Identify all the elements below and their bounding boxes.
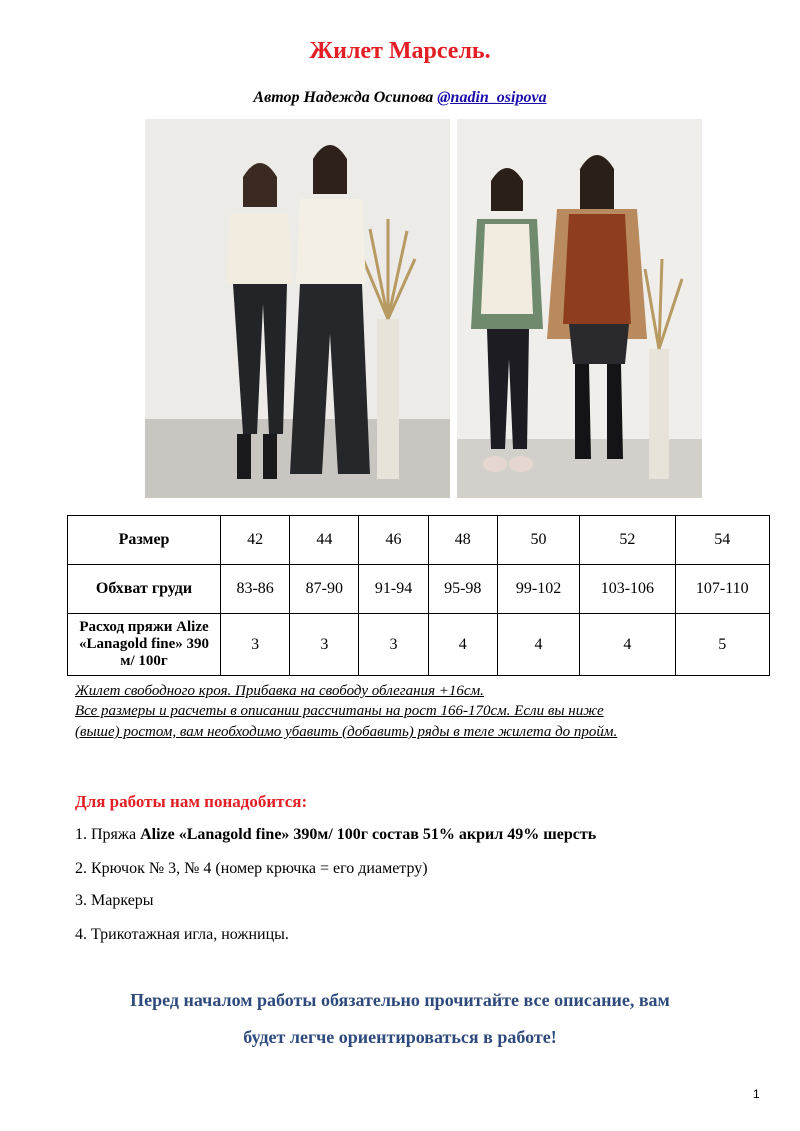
size-cell: 42 (221, 516, 290, 565)
row-header-chest: Обхват груди (68, 565, 221, 614)
yarn-cell: 4 (580, 614, 675, 676)
yarn-cell: 4 (497, 614, 579, 676)
chest-cell: 103-106 (580, 565, 675, 614)
yarn-cell: 3 (221, 614, 290, 676)
yarn-cell: 3 (290, 614, 359, 676)
materials-item-hook: 2. Крючок № 3, № 4 (номер крючка = его диаметру) (75, 860, 428, 877)
row-header-yarn: Расход пряжи Alize «Lanagold fine» 390 м/ 100г (68, 614, 221, 676)
chest-cell: 99-102 (497, 565, 579, 614)
page-number: 1 (753, 1087, 760, 1101)
warning-line2: будет легче ориентироваться в работе! (243, 1027, 557, 1047)
document-title: Жилет Марсель. (309, 38, 491, 64)
yarn-cell: 4 (428, 614, 497, 676)
height-note-line2: (выше) ростом, вам необходимо убавить (добавить) ряды в теле жилета до пройм. (75, 724, 618, 740)
photo-two-models-cream-vests (145, 119, 450, 498)
size-cell: 44 (290, 516, 359, 565)
chest-cell: 107-110 (675, 565, 769, 614)
size-table (67, 515, 770, 676)
size-cell: 48 (428, 516, 497, 565)
materials-item-yarn (75, 826, 596, 844)
photo-two-models-green-brown-shirts (457, 119, 702, 498)
size-cell: 46 (359, 516, 428, 565)
size-cell: 52 (580, 516, 675, 565)
table-row-yarn (68, 614, 770, 676)
materials-item-needle: 4. Трикотажная игла, ножницы. (75, 926, 289, 943)
table-row-chest (68, 565, 770, 614)
yarn-cell: 3 (359, 614, 428, 676)
author-name: Автор Надежда Осипова (253, 89, 438, 106)
size-cell: 50 (497, 516, 579, 565)
materials-item-yarn-prefix: 1. Пряжа (75, 826, 141, 843)
chest-cell: 95-98 (428, 565, 497, 614)
row-header-size: Размер (68, 516, 221, 565)
materials-item-yarn-bold: Alize «Lanagold fine» 390м/ 100г состав 51% акрил 49% шерсть (140, 826, 597, 843)
author-line (0, 89, 800, 107)
fit-note: Жилет свободного кроя. Прибавка на свободу облегания +16см. (75, 683, 484, 699)
materials-item-markers: 3. Маркеры (75, 892, 154, 909)
chest-cell: 83-86 (221, 565, 290, 614)
materials-heading: Для работы нам понадобится: (75, 792, 308, 811)
warning-line1: Перед началом работы обязательно прочитайте все описание, вам (130, 990, 670, 1010)
author-handle-link[interactable]: @nadin_osipova (437, 89, 547, 106)
chest-cell: 87-90 (290, 565, 359, 614)
height-note-line1: Все размеры и расчеты в описании рассчитаны на рост 166-170см. Если вы ниже (75, 703, 604, 719)
yarn-cell: 5 (675, 614, 769, 676)
size-cell: 54 (675, 516, 769, 565)
chest-cell: 91-94 (359, 565, 428, 614)
table-row-size (68, 516, 770, 565)
